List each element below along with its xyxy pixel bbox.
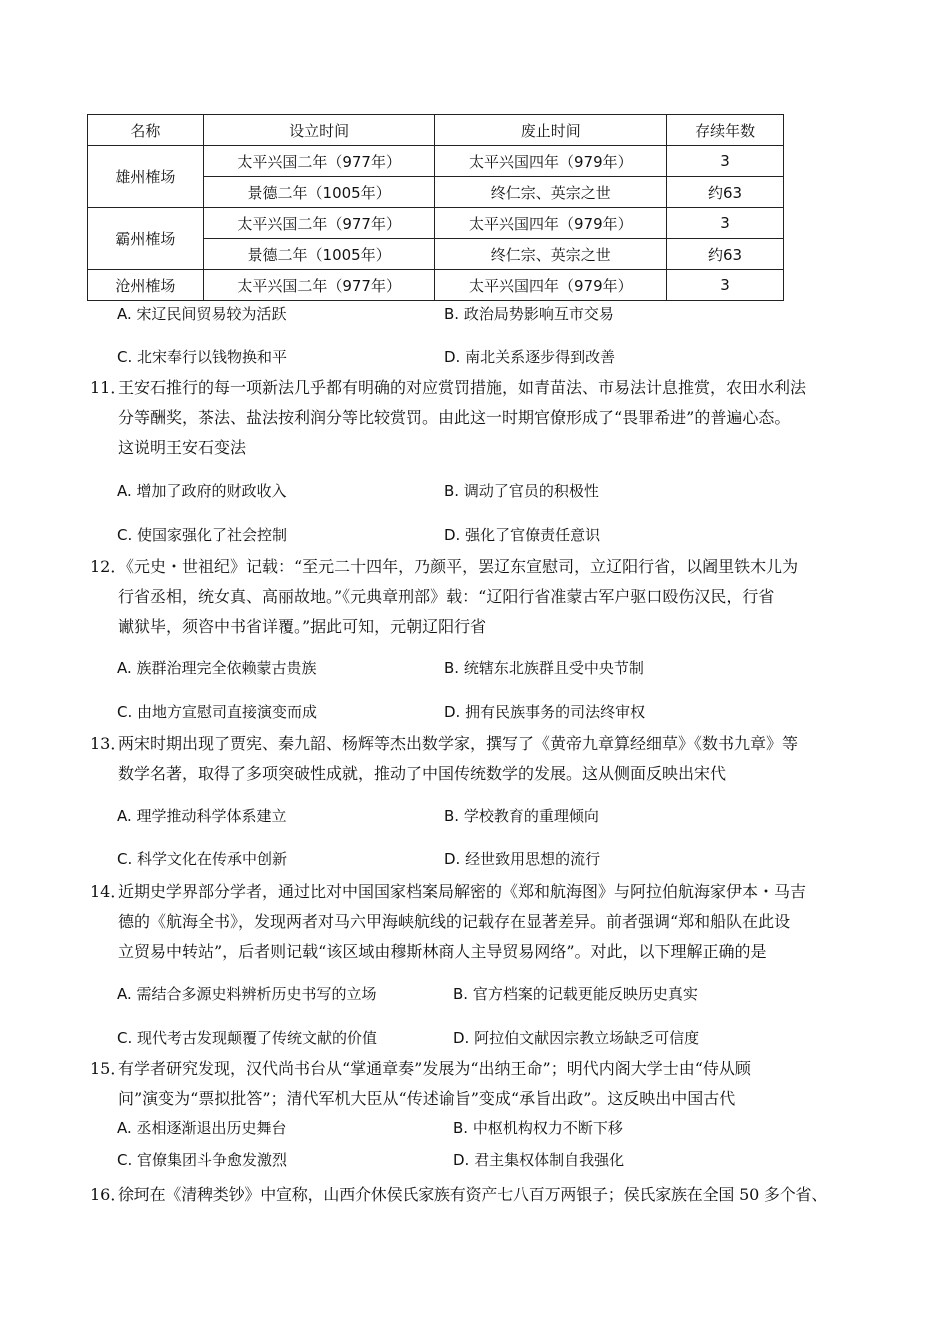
- q10-option-d[interactable]: D. 南北关系逐步得到改善: [444, 348, 616, 366]
- table-header-row: [88, 115, 784, 146]
- question-number: 11．: [90, 378, 127, 397]
- table-cell: 太平兴国四年（979年）: [435, 270, 667, 301]
- table-header: 设立时间: [203, 115, 435, 146]
- q11-option-a[interactable]: A. 增加了政府的财政收入: [117, 482, 287, 500]
- q11-option-c[interactable]: C. 使国家强化了社会控制: [117, 526, 288, 544]
- stem-line: 谳狱毕，须咨中书省详覆。”据此可知，元朝辽阳行省: [118, 617, 487, 636]
- q14-option-b[interactable]: B. 官方档案的记载更能反映历史真实: [453, 985, 698, 1003]
- table-cell: 太平兴国二年（977年）: [203, 208, 435, 239]
- stem-line: 有学者研究发现，汉代尚书台从“掌通章奏”发展为“出纳王命”；明代内阁大学士由“侍从顾: [118, 1059, 751, 1078]
- question-13: [90, 729, 880, 789]
- q10-option-c[interactable]: C. 北宋奉行以钱物换和平: [117, 348, 288, 366]
- question-stem: [118, 1054, 880, 1114]
- question-11: [90, 373, 880, 463]
- q15-option-c[interactable]: C. 官僚集团斗争愈发激烈: [117, 1151, 288, 1169]
- q14-option-d[interactable]: D. 阿拉伯文献因宗教立场缺乏可信度: [453, 1029, 700, 1047]
- question-stem: [118, 373, 880, 463]
- q11-option-d[interactable]: D. 强化了官僚责任意识: [444, 526, 601, 544]
- q12-option-a[interactable]: A. 族群治理完全依赖蒙古贵族: [117, 659, 317, 677]
- q15-option-a[interactable]: A. 丞相逐渐退出历史舞台: [117, 1119, 287, 1137]
- question-14: [90, 877, 880, 967]
- q15-option-d[interactable]: D. 君主集权体制自我强化: [453, 1151, 625, 1169]
- stem-line: 王安石推行的每一项新法几乎都有明确的对应赏罚措施，如青苗法、市易法计息推赏，农田水利法: [118, 378, 807, 397]
- q14-option-a[interactable]: A. 需结合多源史料辨析历史书写的立场: [117, 985, 377, 1003]
- q14-option-c[interactable]: C. 现代考古发现颠覆了传统文献的价值: [117, 1029, 378, 1047]
- question-stem: [118, 729, 880, 789]
- table-cell: 3: [667, 146, 784, 177]
- q11-option-b[interactable]: B. 调动了官员的积极性: [444, 482, 599, 500]
- q10-option-a[interactable]: A. 宋辽民间贸易较为活跃: [117, 305, 287, 323]
- table-header: 废止时间: [435, 115, 667, 146]
- table-cell: 约63: [667, 239, 784, 270]
- market-name: 霸州榷场: [88, 208, 204, 270]
- table-row: [88, 146, 784, 177]
- q13-option-b[interactable]: B. 学校教育的重理倾向: [444, 807, 599, 825]
- stem-line: 问”演变为“票拟批答”；清代军机大臣从“传述谕旨”变成“承旨出政”。这反映出中国古代: [118, 1089, 736, 1108]
- stem-line: 分等酬奖，茶法、盐法按利润分等比较赏罚。由此这一时期官僚形成了“畏罪希进”的普遍心态。: [118, 408, 791, 427]
- trade-market-table: [87, 114, 784, 301]
- question-number: 12．: [90, 557, 127, 576]
- table-cell: 太平兴国四年（979年）: [435, 208, 667, 239]
- q10-option-b[interactable]: B. 政治局势影响互市交易: [444, 305, 614, 323]
- table-cell: 3: [667, 270, 784, 301]
- table-row: [88, 208, 784, 239]
- table-header: 名称: [88, 115, 204, 146]
- table-cell: 太平兴国二年（977年）: [203, 146, 435, 177]
- question-stem: [118, 877, 880, 967]
- question-number: 13．: [90, 734, 127, 753]
- stem-line: 德的《航海全书》，发现两者对马六甲海峡航线的记载存在显著差异。前者强调“郑和船队在此设: [118, 912, 791, 931]
- stem-line: 这说明王安石变法: [118, 438, 247, 457]
- question-12: [90, 552, 880, 642]
- table-cell: 景德二年（1005年）: [203, 239, 435, 270]
- stem-line: 两宋时期出现了贾宪、秦九韶、杨辉等杰出数学家，撰写了《黄帝九章算经细草》《数书九章》等: [118, 734, 799, 753]
- q13-option-d[interactable]: D. 经世致用思想的流行: [444, 850, 601, 868]
- question-number: 16．: [90, 1185, 127, 1204]
- market-name: 沧州榷场: [88, 270, 204, 301]
- q12-option-b[interactable]: B. 统辖东北族群且受中央节制: [444, 659, 644, 677]
- question-stem: [118, 1180, 890, 1210]
- table-cell: 终仁宗、英宗之世: [435, 239, 667, 270]
- stem-line: 数学名著，取得了多项突破性成就，推动了中国传统数学的发展。这从侧面反映出宋代: [118, 764, 727, 783]
- stem-line: 徐珂在《清稗类钞》中宣称，山西介休侯氏家族有资产七八百万两银子；侯氏家族在全国 50 多个省、: [118, 1185, 828, 1204]
- table-cell: 太平兴国四年（979年）: [435, 146, 667, 177]
- q13-option-a[interactable]: A. 理学推动科学体系建立: [117, 807, 287, 825]
- table-cell: 约63: [667, 177, 784, 208]
- stem-line: 近期史学界部分学者，通过比对中国国家档案局解密的《郑和航海图》与阿拉伯航海家伊本・马吉: [118, 882, 807, 901]
- q15-option-b[interactable]: B. 中枢机构权力不断下移: [453, 1119, 623, 1137]
- stem-line: 行省丞相，统女真、高丽故地。”《元典章刑部》载：“辽阳行省准蒙古军户驱口殴伤汉民，行省: [118, 587, 775, 606]
- stem-line: 《元史・世祖纪》记载：“至元二十四年，乃颜平，罢辽东宣慰司，立辽阳行省，以阇里铁木儿为: [118, 557, 799, 576]
- table-cell: 景德二年（1005年）: [203, 177, 435, 208]
- table-header: 存续年数: [667, 115, 784, 146]
- question-15: [90, 1054, 880, 1114]
- question-number: 14．: [90, 882, 127, 901]
- question-16: [90, 1180, 890, 1210]
- table-cell: 3: [667, 208, 784, 239]
- q12-option-c[interactable]: C. 由地方宣慰司直接演变而成: [117, 703, 318, 721]
- table-cell: 终仁宗、英宗之世: [435, 177, 667, 208]
- q13-option-c[interactable]: C. 科学文化在传承中创新: [117, 850, 288, 868]
- stem-line: 立贸易中转站”，后者则记载“该区域由穆斯林商人主导贸易网络”。对此，以下理解正确的是: [118, 942, 767, 961]
- table-row: [88, 270, 784, 301]
- market-name: 雄州榷场: [88, 146, 204, 208]
- question-number: 15．: [90, 1059, 127, 1078]
- q12-option-d[interactable]: D. 拥有民族事务的司法终审权: [444, 703, 646, 721]
- question-stem: [118, 552, 880, 642]
- table-cell: 太平兴国二年（977年）: [203, 270, 435, 301]
